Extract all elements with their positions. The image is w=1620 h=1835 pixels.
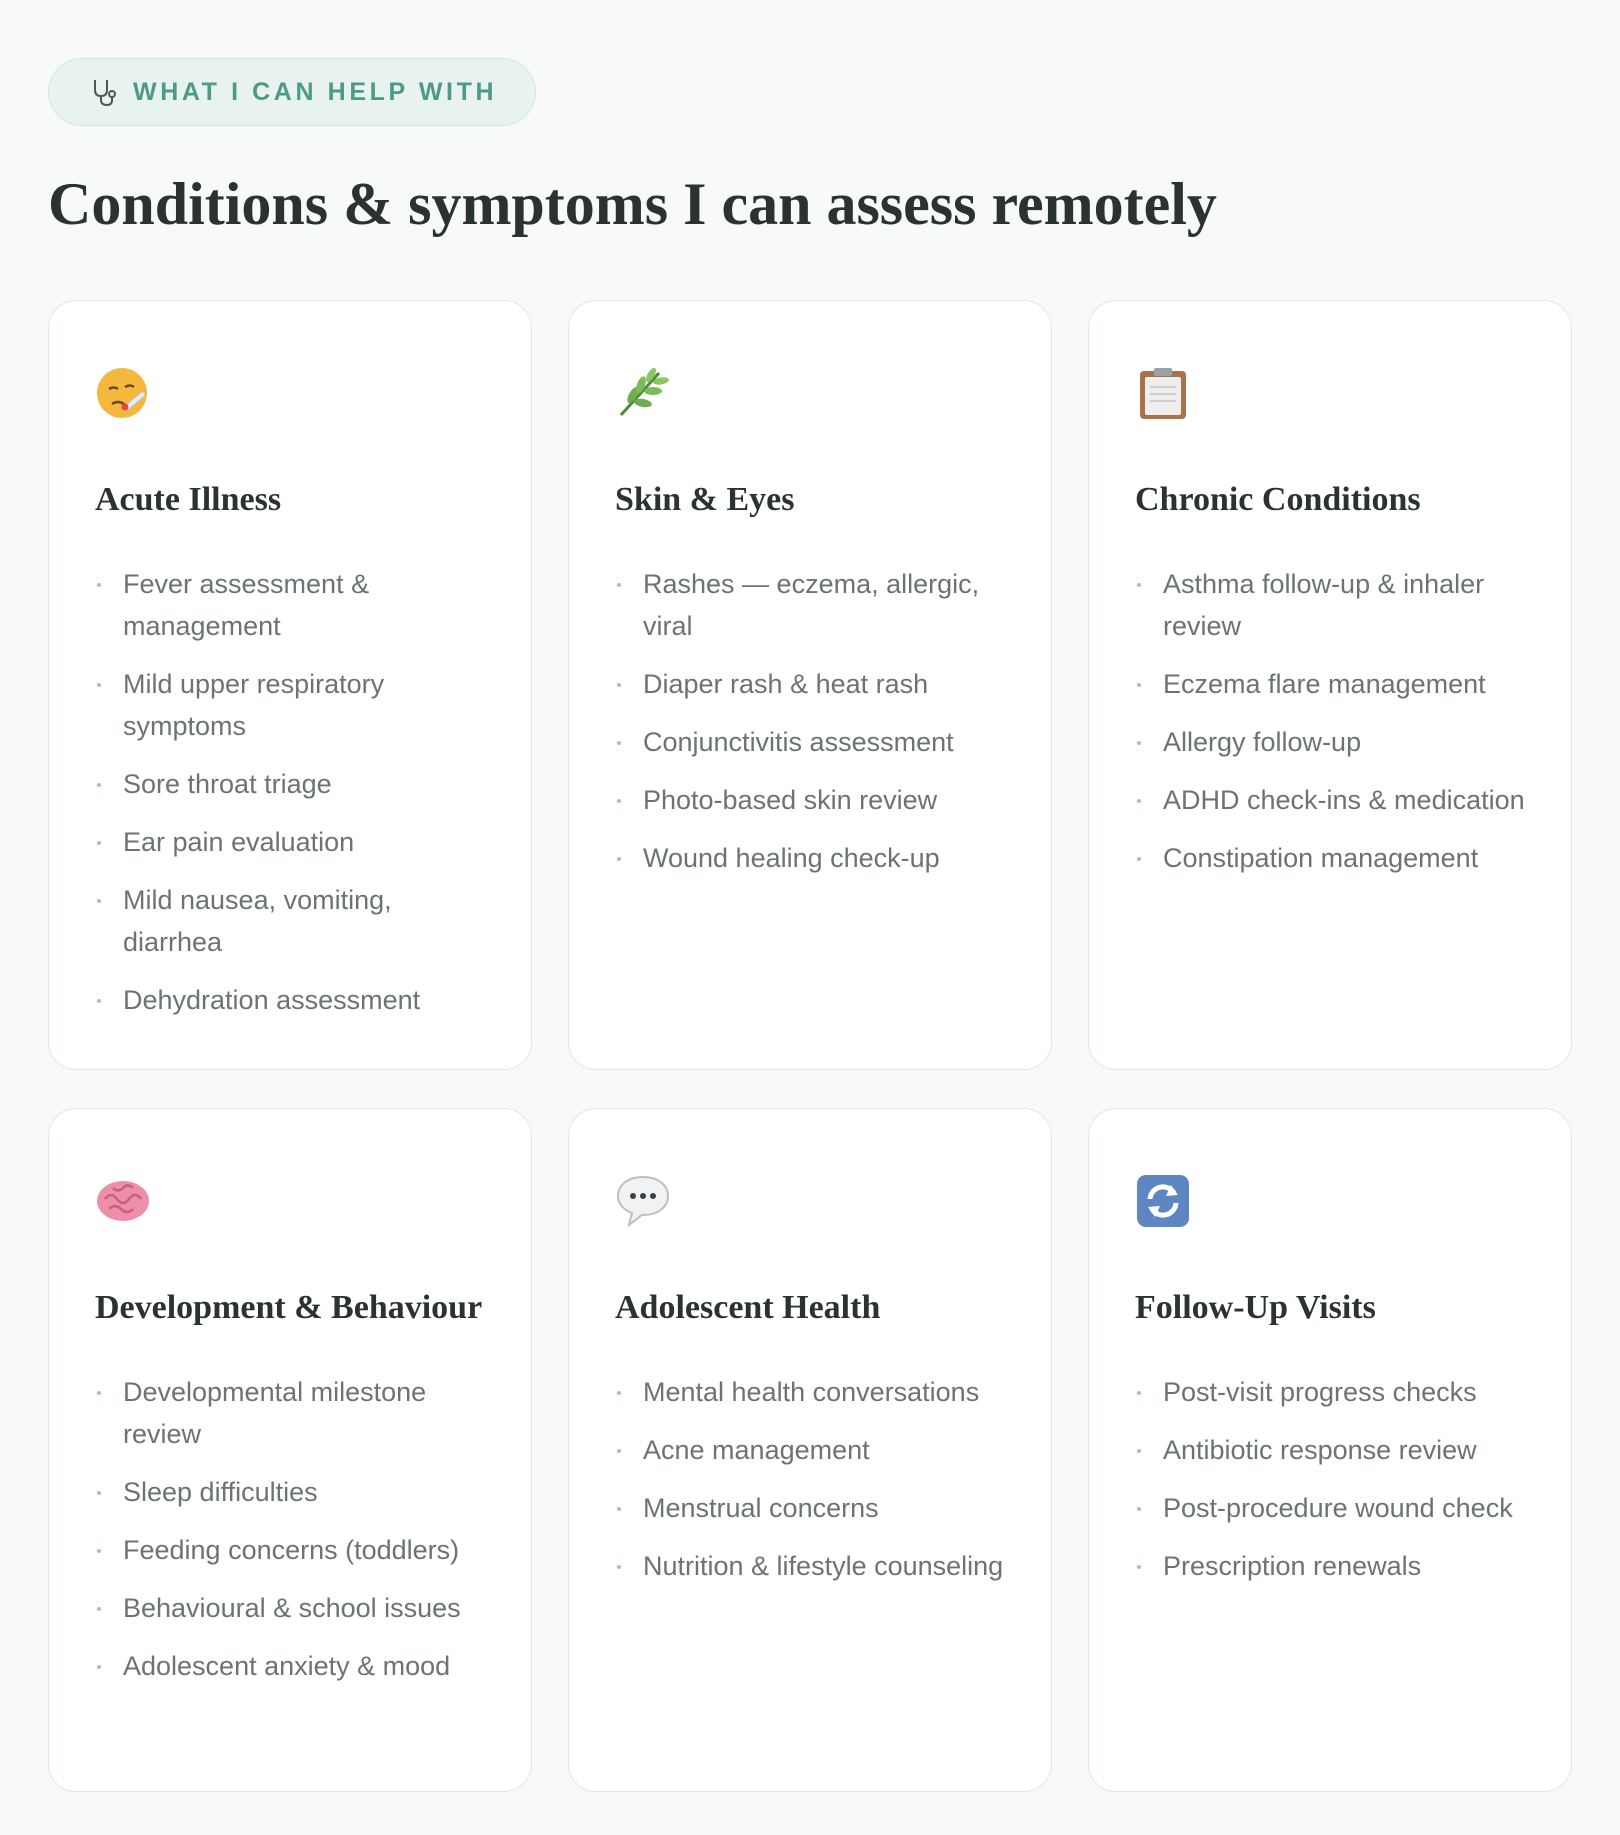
section-badge-label: WHAT I CAN HELP WITH — [133, 77, 498, 106]
card-list — [615, 563, 1007, 879]
list-item: Developmental milestone review — [95, 1371, 487, 1455]
list-item: Behavioural & school issues — [95, 1587, 487, 1629]
card-list — [1135, 1371, 1527, 1587]
condition-card — [1088, 300, 1572, 1070]
face-with-thermometer-icon — [95, 365, 151, 421]
list-item: Mild nausea, vomiting, diarrhea — [95, 879, 487, 963]
list-item: Prescription renewals — [1135, 1545, 1527, 1587]
conditions-grid — [48, 300, 1572, 1792]
list-item: Allergy follow-up — [1135, 721, 1527, 763]
card-list — [615, 1371, 1007, 1587]
condition-card — [48, 1108, 532, 1792]
card-list — [95, 1371, 487, 1687]
card-title: Development & Behaviour — [95, 1289, 483, 1326]
list-item: Menstrual concerns — [615, 1487, 1007, 1529]
list-item: Diaper rash & heat rash — [615, 663, 1007, 705]
card-title: Acute Illness — [95, 481, 282, 518]
condition-card — [1088, 1108, 1572, 1792]
condition-card — [48, 300, 532, 1070]
list-item: Mental health conversations — [615, 1371, 1007, 1413]
list-item: Eczema flare management — [1135, 663, 1527, 705]
list-item: Feeding concerns (toddlers) — [95, 1529, 487, 1571]
card-list — [95, 563, 487, 1021]
list-item: Post-visit progress checks — [1135, 1371, 1527, 1413]
list-item: Constipation management — [1135, 837, 1527, 879]
list-item: Ear pain evaluation — [95, 821, 487, 863]
list-item: Conjunctivitis assessment — [615, 721, 1007, 763]
refresh-arrows-icon — [1135, 1173, 1191, 1229]
list-item: Sleep difficulties — [95, 1471, 487, 1513]
page-title: Conditions & symptoms I can assess remotely — [48, 171, 1217, 237]
list-item: Dehydration assessment — [95, 979, 487, 1021]
list-item: Rashes — eczema, allergic, viral — [615, 563, 1007, 647]
list-item: Sore throat triage — [95, 763, 487, 805]
stethoscope-icon — [87, 76, 119, 108]
card-title: Adolescent Health — [615, 1289, 881, 1326]
card-title: Chronic Conditions — [1135, 481, 1421, 518]
list-item: Adolescent anxiety & mood — [95, 1645, 487, 1687]
card-title: Follow-Up Visits — [1135, 1289, 1376, 1326]
card-title: Skin & Eyes — [615, 481, 795, 518]
clipboard-icon — [1135, 365, 1191, 421]
section-badge — [48, 58, 536, 126]
list-item: Nutrition & lifestyle counseling — [615, 1545, 1007, 1587]
list-item: Antibiotic response review — [1135, 1429, 1527, 1471]
list-item: Mild upper respiratory symptoms — [95, 663, 487, 747]
list-item: Post-procedure wound check — [1135, 1487, 1527, 1529]
herb-icon — [615, 365, 671, 421]
list-item: ADHD check-ins & medication — [1135, 779, 1527, 821]
condition-card — [568, 1108, 1052, 1792]
list-item: Wound healing check-up — [615, 837, 1007, 879]
card-list — [1135, 563, 1527, 879]
list-item: Asthma follow-up & inhaler review — [1135, 563, 1527, 647]
condition-card — [568, 300, 1052, 1070]
brain-icon — [95, 1173, 151, 1229]
list-item: Photo-based skin review — [615, 779, 1007, 821]
list-item: Fever assessment & management — [95, 563, 487, 647]
list-item: Acne management — [615, 1429, 1007, 1471]
speech-bubble-icon — [615, 1173, 671, 1229]
